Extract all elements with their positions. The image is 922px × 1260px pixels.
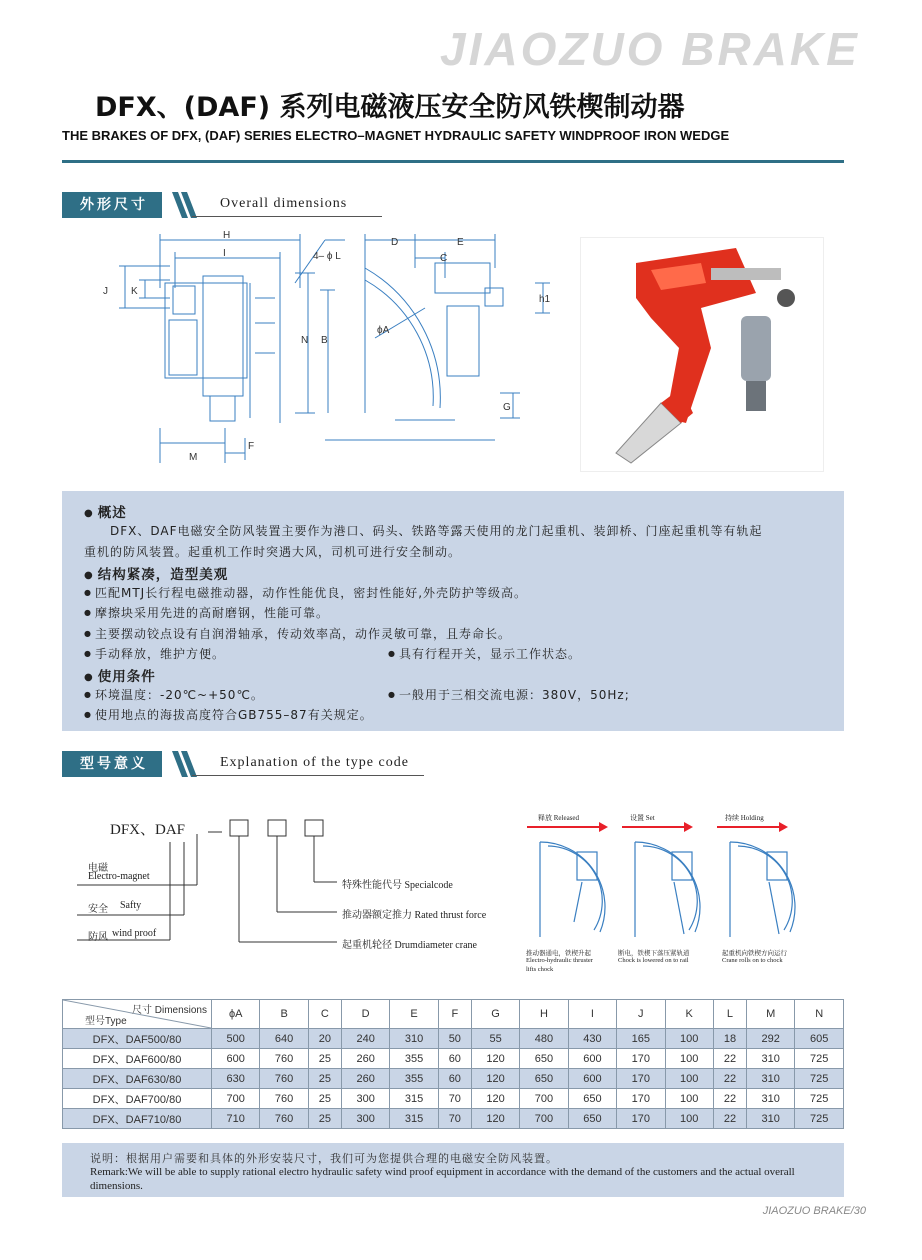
remark-text-en: Remark:We will be able to supply rational electro hydraulic safety wind proof equipment in accordance with the demand of the customers and the actual overall dimensions.	[90, 1166, 795, 1192]
code-right-label-3: 起重机轮径 Drumdiameter crane	[342, 940, 477, 951]
table-row	[63, 1029, 844, 1049]
dim-label-a: ϕA	[377, 325, 390, 336]
table-cell: 120	[471, 1109, 519, 1129]
table-cell: 650	[568, 1089, 616, 1109]
dim-label-e: E	[457, 237, 464, 248]
table-cell: 640	[260, 1029, 308, 1049]
table-cell: 725	[795, 1089, 844, 1109]
section-title-en: Explanation of the type code	[220, 755, 409, 770]
dim-label-h: H	[223, 230, 231, 241]
model-cell: DFX、DAF500/80	[63, 1029, 212, 1049]
table-cell: 18	[713, 1029, 746, 1049]
state-illustrations	[522, 822, 842, 952]
column-header: E	[390, 1000, 438, 1029]
table-cell: 22	[713, 1069, 746, 1089]
column-header: J	[617, 1000, 665, 1029]
code-label-en-1: Electro-magnet	[88, 871, 150, 882]
table-cell: 480	[520, 1029, 568, 1049]
state-1-title: 释放 Released	[538, 814, 580, 822]
table-cell: 725	[795, 1109, 844, 1129]
table-cell: 310	[747, 1049, 795, 1069]
page-title-en: THE BRAKES OF DFX, (DAF) SERIES ELECTRO–MAGNET HYDRAULIC SAFETY WINDPROOF IRON WEDGE	[62, 128, 730, 143]
table-cell: 100	[665, 1049, 713, 1069]
code-right-label-1: 特殊性能代号 Specialcode	[342, 880, 453, 891]
table-cell: 165	[617, 1029, 665, 1049]
slash-decoration-icon	[170, 751, 204, 777]
table-cell: 25	[308, 1089, 341, 1109]
dim-label-l: 4– ϕ L	[313, 251, 341, 262]
dim-label-d: D	[391, 237, 399, 248]
table-header-row	[63, 1000, 844, 1029]
table-cell: 260	[341, 1069, 389, 1089]
table-cell: 60	[438, 1049, 471, 1069]
column-header: C	[308, 1000, 341, 1029]
table-cell: 100	[665, 1089, 713, 1109]
table-cell: 170	[617, 1049, 665, 1069]
overview-text-1: DFX、DAF电磁安全防风装置主要作为港口、码头、铁路等露天使用的龙门起重机、装卸桥、门座起重机等有轨起	[110, 524, 763, 538]
state-2-caption-en: Chock is lowered on to rail	[618, 957, 689, 964]
table-cell: 292	[747, 1029, 795, 1049]
table-cell: 170	[617, 1069, 665, 1089]
code-right-label-2: 推动器额定推力 Rated thrust force	[342, 910, 487, 921]
state-2-caption-cn: 断电，铁楔下落压紧轨道	[618, 950, 690, 957]
feature-item-4: ● 手动释放，维护方便。	[84, 645, 225, 662]
dim-label-g: G	[503, 402, 511, 413]
slash-decoration-icon	[170, 192, 204, 218]
corner-type-label: 型号Type	[85, 1016, 127, 1027]
table-row	[63, 1089, 844, 1109]
table-cell: 650	[520, 1069, 568, 1089]
dim-label-n: N	[301, 335, 309, 346]
table-cell: 760	[260, 1049, 308, 1069]
table-cell: 600	[568, 1049, 616, 1069]
column-header: B	[260, 1000, 308, 1029]
table-cell: 170	[617, 1089, 665, 1109]
conditions-heading: ● 使用条件	[84, 665, 156, 685]
table-cell: 430	[568, 1029, 616, 1049]
overview-text-2: 重机的防风装置。起重机工作时突遇大风，司机可进行安全制动。	[84, 545, 462, 559]
table-cell: 700	[520, 1089, 568, 1109]
table-cell: 22	[713, 1109, 746, 1129]
dim-label-f: F	[248, 441, 255, 452]
table-cell: 240	[341, 1029, 389, 1049]
dim-label-b: B	[321, 335, 328, 346]
column-header: ϕA	[212, 1000, 260, 1029]
overview-heading: ● 概述	[84, 501, 127, 521]
condition-item-3: ● 使用地点的海拔高度符合GB755–87有关规定。	[84, 706, 373, 723]
feature-item-2: ● 摩擦块采用先进的高耐磨钢，性能可靠。	[84, 604, 329, 621]
table-cell: 700	[212, 1089, 260, 1109]
dim-label-h1: h1	[539, 294, 551, 305]
model-cell: DFX、DAF700/80	[63, 1089, 212, 1109]
condition-item-2: ● 一般用于三相交流电源：380V，50Hz;	[388, 686, 630, 703]
code-label-en-2: Safty	[120, 900, 142, 911]
table-cell: 315	[390, 1089, 438, 1109]
state-1-caption-cn: 推动器通电，铁楔升起	[526, 950, 591, 957]
column-header: M	[747, 1000, 795, 1029]
dim-label-i: I	[223, 248, 226, 259]
table-cell: 22	[713, 1049, 746, 1069]
table-cell: 355	[390, 1069, 438, 1089]
page-footer: JIAOZUO BRAKE/30	[762, 1205, 866, 1217]
column-header: N	[795, 1000, 844, 1029]
table-cell: 760	[260, 1089, 308, 1109]
section-header-dimensions	[62, 192, 392, 218]
table-cell: 22	[713, 1089, 746, 1109]
column-header: F	[438, 1000, 471, 1029]
code-label-cn-2: 安全	[88, 904, 108, 915]
table-cell: 310	[747, 1089, 795, 1109]
page-title-cn: DFX、(DAF) 系列电磁液压安全防风铁楔制动器	[95, 92, 685, 123]
type-code-diagram	[62, 810, 512, 960]
code-label-cn-1: 电磁	[88, 863, 108, 874]
column-header: L	[713, 1000, 746, 1029]
table-cell: 310	[747, 1069, 795, 1089]
table-cell: 310	[390, 1029, 438, 1049]
corner-dimensions-label: 尺寸 Dimensions	[131, 1005, 207, 1016]
table-cell: 700	[520, 1109, 568, 1129]
table-cell: 25	[308, 1049, 341, 1069]
table-cell: 50	[438, 1029, 471, 1049]
condition-item-1: ● 环境温度：-20℃~+50℃。	[84, 686, 264, 703]
table-cell: 760	[260, 1109, 308, 1129]
state-2-title: 设置 Set	[630, 814, 655, 822]
structure-heading: ● 结构紧凑，造型美观	[84, 563, 228, 583]
table-cell: 55	[471, 1029, 519, 1049]
section-header-type-code	[62, 751, 432, 777]
code-label-cn-3: 防风	[88, 932, 108, 943]
table-cell: 70	[438, 1089, 471, 1109]
table-cell: 630	[212, 1069, 260, 1089]
feature-item-1: ● 匹配MTJ长行程电磁推动器，动作性能优良，密封性能好,外壳防护等级高。	[84, 584, 527, 601]
section-tab-label: 型号意义	[62, 751, 162, 777]
title-divider	[62, 160, 844, 163]
state-3-title: 持续 Holding	[725, 814, 764, 822]
section-underline	[192, 775, 424, 776]
description-panel	[62, 491, 844, 731]
table-cell: 300	[341, 1109, 389, 1129]
table-cell: 170	[617, 1109, 665, 1129]
table-cell: 600	[212, 1049, 260, 1069]
remark-panel	[62, 1143, 844, 1197]
table-cell: 710	[212, 1109, 260, 1129]
table-cell: 260	[341, 1049, 389, 1069]
table-cell: 100	[665, 1109, 713, 1129]
table-cell: 70	[438, 1109, 471, 1129]
table-cell: 120	[471, 1089, 519, 1109]
table-row	[63, 1109, 844, 1129]
table-row	[63, 1069, 844, 1089]
feature-item-5: ● 具有行程开关，显示工作状态。	[388, 645, 581, 662]
table-cell: 120	[471, 1069, 519, 1089]
table-cell: 120	[471, 1049, 519, 1069]
brand-watermark: JIAOZUO BRAKE	[440, 23, 860, 75]
table-cell: 20	[308, 1029, 341, 1049]
product-photo	[580, 237, 824, 472]
table-cell: 100	[665, 1069, 713, 1089]
table-cell: 310	[747, 1109, 795, 1129]
state-1-caption-en-2: lifts chock	[526, 966, 554, 973]
table-cell: 100	[665, 1029, 713, 1049]
table-cell: 650	[568, 1109, 616, 1129]
dim-label-j: J	[103, 286, 108, 297]
table-cell: 760	[260, 1069, 308, 1089]
type-code-prefix: DFX、DAF	[110, 822, 186, 838]
feature-item-3: ● 主要摆动铰点设有自润滑轴承，传动效率高，动作灵敏可靠，且寿命长。	[84, 625, 511, 642]
table-cell: 725	[795, 1049, 844, 1069]
section-underline	[192, 216, 382, 217]
model-cell: DFX、DAF600/80	[63, 1049, 212, 1069]
column-header: G	[471, 1000, 519, 1029]
table-cell: 355	[390, 1049, 438, 1069]
remark-text-cn: 说明：根据用户需要和具体的外形安装尺寸，我们可为您提供合理的电磁安全防风装置。	[90, 1152, 558, 1165]
table-cell: 300	[341, 1089, 389, 1109]
table-row	[63, 1049, 844, 1069]
dim-label-c: C	[440, 253, 448, 264]
table-cell: 500	[212, 1029, 260, 1049]
column-header: I	[568, 1000, 616, 1029]
operating-states	[522, 810, 842, 975]
column-header: D	[341, 1000, 389, 1029]
model-cell: DFX、DAF710/80	[63, 1109, 212, 1129]
table-cell: 315	[390, 1109, 438, 1129]
table-cell: 25	[308, 1109, 341, 1129]
state-1-caption-en: Electro-hydraulic thruster	[526, 957, 593, 964]
dim-label-m: M	[189, 452, 198, 463]
table-cell: 725	[795, 1069, 844, 1089]
table-cell: 605	[795, 1029, 844, 1049]
state-3-caption-en: Crane rolls on to chock	[722, 957, 783, 964]
state-3-caption-cn: 起重机向铁楔方向运行	[722, 950, 787, 957]
section-title-en: Overall dimensions	[220, 196, 348, 211]
column-header: K	[665, 1000, 713, 1029]
model-cell: DFX、DAF630/80	[63, 1069, 212, 1089]
table-corner-cell	[63, 1000, 212, 1029]
table-cell: 25	[308, 1069, 341, 1089]
overall-dimensions-drawing	[95, 228, 565, 473]
dim-label-k: K	[131, 286, 138, 297]
column-header: H	[520, 1000, 568, 1029]
product-photo-image	[581, 238, 823, 471]
table-cell: 60	[438, 1069, 471, 1089]
code-label-en-3: wind proof	[112, 928, 157, 939]
table-cell: 600	[568, 1069, 616, 1089]
table-cell: 650	[520, 1049, 568, 1069]
section-tab-label: 外形尺寸	[62, 192, 162, 218]
dimensions-table	[62, 999, 844, 1129]
